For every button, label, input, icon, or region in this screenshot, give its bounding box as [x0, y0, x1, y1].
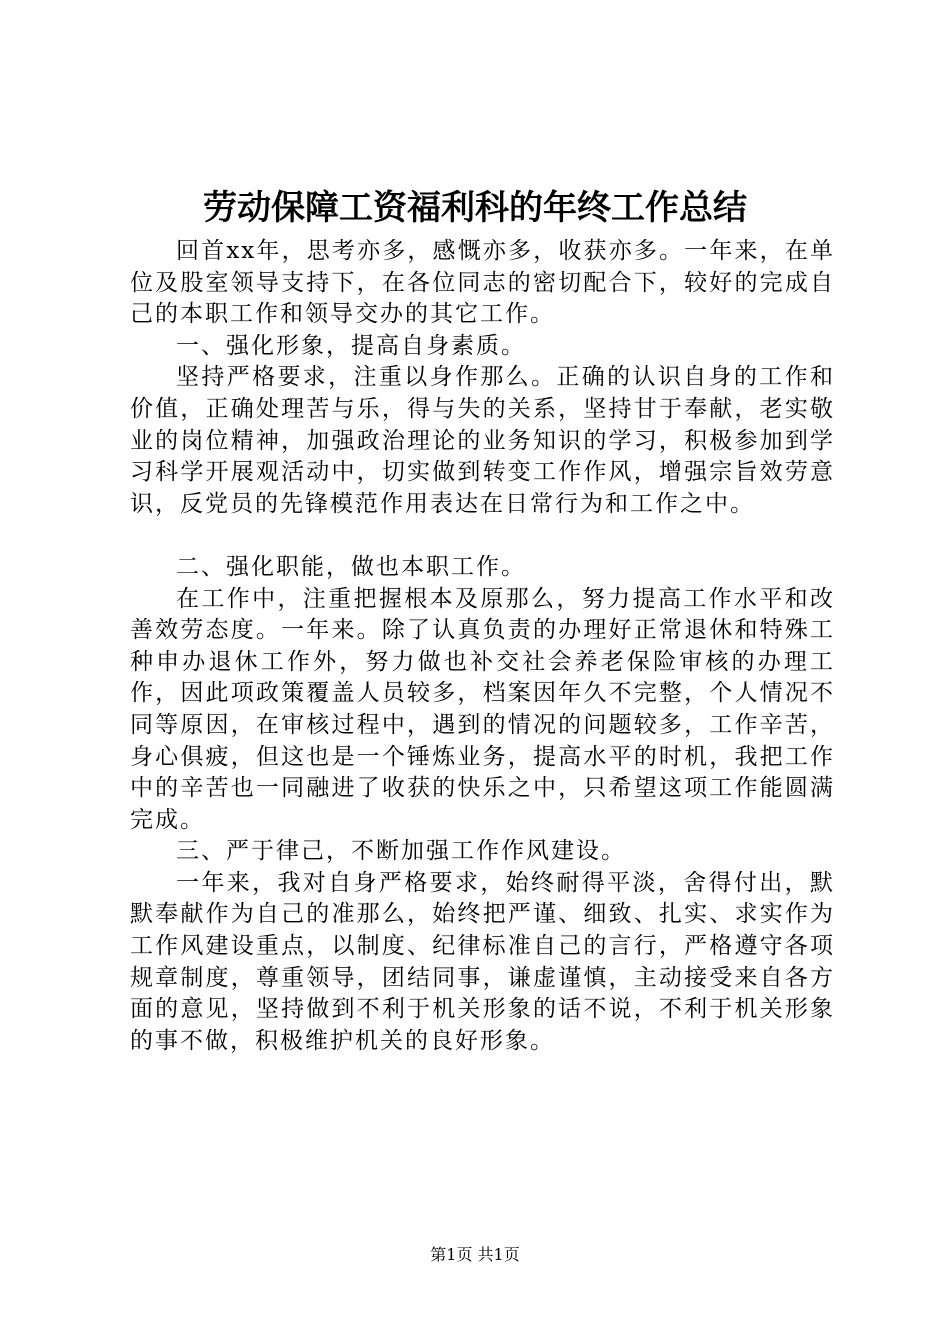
section-heading-1: 一、强化形象，提高自身素质。 — [176, 332, 526, 359]
page-footer: 第1页 共1页 — [430, 1245, 520, 1264]
paragraph-intro: 回首xx年，思考亦多，感慨亦多，收获亦多。一年来，在单位及股室领导支持下，在各位同志的密切配合下，较好的完成自己的本职工作和领导交办的其它工作。 — [130, 238, 835, 328]
paragraph-spacer — [130, 520, 835, 552]
document-body — [130, 236, 835, 1057]
document-title: 劳动保障工资福利科的年终工作总结 — [203, 188, 747, 228]
section-heading-2: 二、强化职能，做也本职工作。 — [176, 553, 526, 580]
paragraph-section-2: 在工作中，注重把握根本及原那么，努力提高工作水平和改善效劳态度。一年来。除了认真负责的办理好正常退休和特殊工种申办退休工作外，努力做也补交社会养老保险审核的办理工作，因此项政策覆盖人员较多，档案因年久不完整，个人情况不同等原因，在审核过程中，遇到的情况的问题较多，工作辛苦，身心俱疲，但这也是一个锤炼业务，提高水平的时机，我把工作中的辛苦也一同融进了收获的快乐之中，只希望这项工作能圆满完成。 — [130, 585, 835, 833]
paragraph-section-1: 坚持严格要求，注重以身作那么。正确的认识自身的工作和价值，正确处理苦与乐，得与失的关系，坚持甘于奉献，老实敬业的岗位精神，加强政治理论的业务知识的学习，积极参加到学习科学开展观活动中，切实做到转变工作作风，增强宗旨效劳意识，反党员的先锋模范作用表达在日常行为和工作之中。 — [130, 364, 835, 517]
paragraph-section-3: 一年来，我对自身严格要求，始终耐得平淡，舍得付出，默默奉献作为自己的准那么，始终把严谨、细致、扎实、求实作为工作风建设重点，以制度、纪律标准自己的言行，严格遵守各项规章制度，尊重领导，团结同事，谦虚谨慎，主动接受来自各方面的意见，坚持做到不利于机关形象的话不说，不利于机关形象的事不做，积极维护机关的良好形象。 — [130, 869, 835, 1054]
section-heading-3: 三、严于律己，不断加强工作作风建设。 — [176, 838, 626, 865]
